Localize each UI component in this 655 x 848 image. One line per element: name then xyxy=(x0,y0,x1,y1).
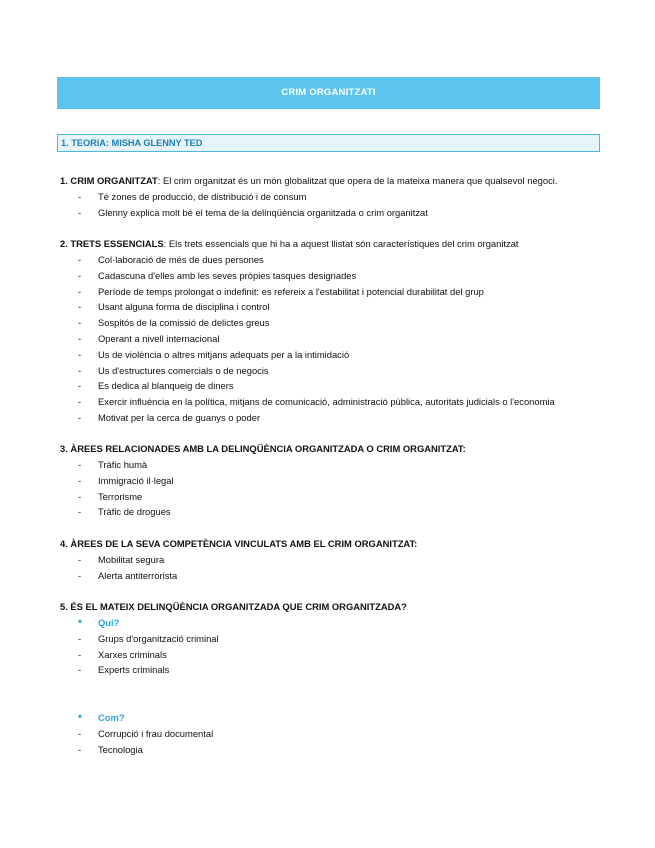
sub-heading-text: Com? xyxy=(98,712,125,723)
dash-bullet: - xyxy=(78,490,82,502)
list-item xyxy=(60,394,605,410)
dash-bullet: - xyxy=(78,569,82,581)
item-text: Té zones de producció, de distribució i de consum xyxy=(98,191,307,202)
item-text: Col·laboració de més de dues persones xyxy=(98,254,264,265)
section-4 xyxy=(60,536,605,584)
dash-bullet: - xyxy=(78,632,82,644)
list-item xyxy=(60,504,605,520)
item-text: Mobilitat segura xyxy=(98,554,165,565)
list-item xyxy=(60,205,605,221)
dash-bullet: - xyxy=(78,348,82,360)
item-text: Immigració il·legal xyxy=(98,474,174,486)
dash-bullet: - xyxy=(78,301,82,313)
dash-bullet: - xyxy=(78,317,82,329)
heading-label: 1. CRIM ORGANITZAT xyxy=(60,175,158,186)
heading-label: 4. ÀREES DE LA SEVA COMPETÈNCIA VINCULATS AMB EL CRIM ORGANITZAT: xyxy=(60,538,418,549)
page-title: CRIM ORGANITZATI xyxy=(57,77,600,109)
item-text: Sospitós de la comissió de delictes greus xyxy=(98,317,270,329)
heading-text: : El crim organitzat és un món globalitzat que opera de la mateixa manera que qualsevol negoci. xyxy=(157,175,558,186)
dash-bullet: - xyxy=(78,727,82,739)
list-item xyxy=(60,647,605,663)
heading-text: : Els trets essencials que hi ha a aquest llistat són característiques del crim organitzat xyxy=(163,238,519,249)
dash-bullet: - xyxy=(78,664,82,676)
item-text: Tecnologia xyxy=(98,743,143,755)
dash-bullet: - xyxy=(78,648,82,660)
dash-bullet: - xyxy=(78,269,82,281)
item-text: Cadascuna d'elles amb les seves pròpies tasques designades xyxy=(98,269,357,281)
dash-bullet: - xyxy=(78,206,82,218)
section-heading: 1. TEORIA: MISHA GLENNY TED xyxy=(57,134,600,152)
list-item xyxy=(60,268,605,284)
item-text: Es dedica al blanqueig de diners xyxy=(98,380,234,392)
dash-bullet: - xyxy=(78,474,82,486)
item-text: Grups d'organització criminal xyxy=(98,632,219,644)
item-text: Alerta antiterrorista xyxy=(98,569,178,581)
list-item xyxy=(60,742,605,758)
dash-bullet: - xyxy=(78,743,82,755)
item-text: Tràfic de drogues xyxy=(98,506,171,518)
section-2 xyxy=(60,236,605,426)
list-item xyxy=(60,315,605,331)
paragraph-crim-organitzat xyxy=(60,173,605,189)
list-item xyxy=(60,726,605,742)
list-item xyxy=(60,299,605,315)
paragraph-trets-essencials xyxy=(60,236,605,252)
item-text: Usant alguna forma de disciplina i control xyxy=(98,301,270,313)
sub-heading-com xyxy=(60,710,605,726)
item-text: Motivat per la cerca de guanys o poder xyxy=(98,411,261,423)
dash-bullet: - xyxy=(78,191,82,202)
item-text: Glenny explica molt bé el tema de la delinqüència organitzada o crim organitzat xyxy=(98,206,428,218)
list-item xyxy=(60,568,605,584)
list-item xyxy=(60,410,605,426)
dot-bullet: • xyxy=(78,616,82,628)
dash-bullet: - xyxy=(78,380,82,392)
sub-heading-qui xyxy=(60,615,605,631)
dash-bullet: - xyxy=(78,364,82,376)
item-text: Experts criminals xyxy=(98,664,170,676)
item-text: Operant a nivell internacional xyxy=(98,332,220,344)
heading-arees-relacionades xyxy=(60,441,605,457)
list-item xyxy=(60,378,605,394)
list-item xyxy=(60,284,605,300)
item-text: Us d'estructures comercials o de negocis xyxy=(98,364,269,376)
heading-label: 3. ÀREES RELACIONADES AMB LA DELINQÜÈNCIA ORGANITZADA O CRIM ORGANITZAT: xyxy=(60,443,466,454)
dash-bullet: - xyxy=(78,554,82,565)
item-text: Tràfic humà xyxy=(98,459,148,470)
item-text: Període de temps prolongat o indefinit: es refereix a l'estabilitat i potencial durabilitat del grup xyxy=(98,285,484,297)
dash-bullet: - xyxy=(78,459,82,470)
list-item xyxy=(60,489,605,505)
heading-arees-competencia xyxy=(60,536,605,552)
section-3 xyxy=(60,441,605,520)
item-text: Exercir influència en la política, mitjans de comunicació, administració pública, autoritats judicials o l'economia xyxy=(98,396,555,408)
heading-label: 5. ÉS EL MATEIX DELINQÜÈNCIA ORGANITZADA QUE CRIM ORGANITZADA? xyxy=(60,601,407,612)
dash-bullet: - xyxy=(78,411,82,423)
item-text: Corrupció i frau documental xyxy=(98,727,214,739)
dash-bullet: - xyxy=(78,254,82,265)
item-text: Terrorisme xyxy=(98,490,143,502)
dot-bullet: • xyxy=(78,711,82,723)
list-item xyxy=(60,331,605,347)
list-item xyxy=(60,347,605,363)
list-item xyxy=(60,252,605,268)
list-item xyxy=(60,363,605,379)
section-5 xyxy=(60,599,605,678)
list-item xyxy=(60,457,605,473)
list-item xyxy=(60,189,605,205)
item-text: Xarxes criminals xyxy=(98,648,167,660)
dash-bullet: - xyxy=(78,506,82,518)
item-text: Us de violència o altres mitjans adequats per a la intimidació xyxy=(98,348,350,360)
heading-label: 2. TRETS ESSENCIALS xyxy=(60,238,164,249)
dash-bullet: - xyxy=(78,285,82,297)
dash-bullet: - xyxy=(78,332,82,344)
dash-bullet: - xyxy=(78,396,82,408)
section-5-com xyxy=(60,710,605,757)
sub-heading-text: Qui? xyxy=(98,617,120,628)
heading-es-el-mateix xyxy=(60,599,605,615)
list-item xyxy=(60,552,605,568)
section-1 xyxy=(60,173,605,221)
list-item xyxy=(60,662,605,678)
list-item xyxy=(60,473,605,489)
list-item xyxy=(60,631,605,647)
